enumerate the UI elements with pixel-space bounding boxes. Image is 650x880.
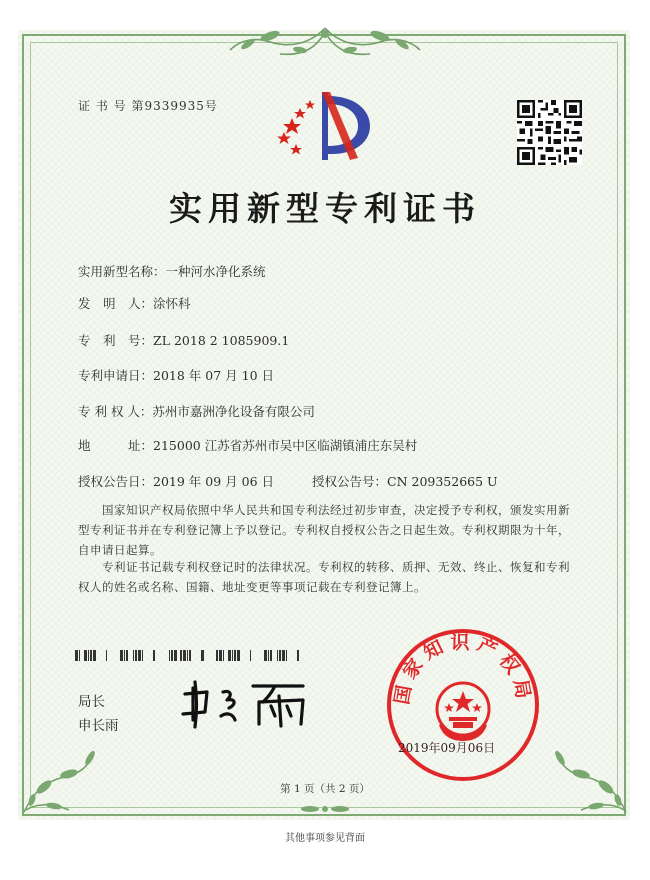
barcode-bar — [228, 650, 231, 661]
barcode-bar — [142, 650, 143, 661]
field-patent-number — [78, 331, 289, 349]
barcode-bar — [79, 650, 80, 661]
barcode-bar — [223, 650, 224, 661]
barcode-bar — [297, 650, 299, 661]
barcode-bar — [169, 650, 170, 661]
field-value: 215000 江苏省苏州市吴中区临湖镇浦庄东吴村 — [153, 438, 418, 453]
certificate-title: 实用新型专利证书 — [169, 189, 481, 228]
bottom-center-ornament-icon — [275, 800, 375, 818]
seal-date: 2019年09月06日 — [398, 741, 496, 755]
barcode-bar — [133, 650, 134, 661]
barcode-bar — [270, 650, 272, 661]
barcode-bar — [187, 650, 188, 661]
barcode-bar — [219, 650, 222, 661]
barcode-bar — [234, 650, 236, 661]
barcode-bar — [277, 650, 278, 661]
signatory-name: 申长雨 — [78, 718, 119, 734]
barcode-bar — [180, 650, 182, 661]
barcode-bar — [174, 650, 177, 661]
barcode-bar — [135, 650, 137, 661]
barcode-bar — [138, 650, 141, 661]
barcode-bar — [286, 650, 287, 661]
barcode-bar — [282, 650, 285, 661]
barcode-bar — [183, 650, 186, 661]
field-value: CN 209352665 U — [387, 474, 498, 489]
field-address — [78, 436, 417, 454]
barcode-bar — [93, 650, 96, 661]
barcode-bar — [88, 650, 89, 661]
field-grant-number — [312, 472, 498, 490]
field-label: 发 明 人： — [78, 296, 154, 311]
barcode-bar — [153, 650, 155, 661]
field-application-date — [78, 366, 274, 384]
barcode-bar — [126, 650, 128, 661]
signatory-title: 局长 — [78, 694, 105, 710]
field-value: 苏州市嘉洲净化设备有限公司 — [152, 404, 315, 419]
field-label: 专 利 号： — [78, 333, 154, 348]
paragraph-legal-status: 专利证书记载专利权登记时的法律状况。专利权的转移、质押、无效、终止、恢复和专利权人的姓名或名称、国籍、地址变更等事项记载在专利登记簿上。 — [78, 560, 570, 594]
field-inventor — [78, 294, 191, 312]
field-value: 2018 年 07 月 10 日 — [153, 368, 275, 383]
paragraph-grant-statement: 国家知识产权局依照中华人民共和国专利法经过初步审查，决定授予专利权，颁发实用新型专利证书并在专利登记簿上予以登记。专利权自授权公告之日起生效。专利权期限为十年，自申请日起算。 — [78, 503, 570, 557]
field-label: 专 利 权 人： — [78, 404, 153, 419]
barcode-bar — [279, 650, 281, 661]
barcode-bar — [124, 650, 125, 661]
field-label: 专利申请日： — [78, 368, 154, 383]
footer-note: 其他事项参见背面 — [285, 833, 365, 844]
field-patentee — [78, 402, 315, 420]
barcode-bar — [216, 650, 218, 661]
field-value: 2019 年 09 月 06 日 — [153, 474, 275, 489]
bottom-right-ornament-icon — [546, 722, 636, 817]
barcode-bar — [232, 650, 233, 661]
barcode-bar — [201, 650, 204, 661]
field-value: 一种河水净化系统 — [165, 264, 266, 279]
patent-office-logo-icon — [270, 88, 380, 164]
barcode-bar — [106, 650, 107, 661]
field-grant-date — [78, 472, 274, 490]
barcode-bar — [120, 650, 123, 661]
barcode-bar — [171, 650, 173, 661]
field-label: 授权公告日： — [78, 474, 154, 489]
barcode-bar — [84, 650, 87, 661]
barcode-bar — [75, 650, 78, 661]
field-label: 授权公告号： — [312, 474, 388, 489]
field-value: 涂怀科 — [153, 296, 191, 311]
barcode-bar — [237, 650, 240, 661]
barcode-bar — [264, 650, 267, 661]
field-label: 实用新型名称： — [78, 264, 166, 279]
signature-icon — [175, 672, 325, 732]
barcode-bar — [90, 650, 92, 661]
barcode-bar — [268, 650, 269, 661]
field-utility-model-name — [78, 262, 266, 280]
field-value: ZL 2018 2 1085909.1 — [153, 333, 290, 348]
barcode-icon — [75, 650, 305, 661]
top-ornament-icon — [210, 22, 440, 62]
page-number: 第 1 页（共 2 页） — [280, 783, 370, 795]
barcode-bar — [189, 650, 191, 661]
qr-code-icon — [517, 100, 582, 165]
barcode-bar — [250, 650, 251, 661]
certificate-number: 证 书 号 第9339935号 — [78, 99, 218, 113]
svg-text:国家知识产权局: 国家知识产权局 — [390, 631, 536, 707]
field-label: 地 址： — [78, 438, 154, 453]
bottom-left-ornament-icon — [14, 722, 104, 817]
official-seal-icon — [383, 625, 543, 785]
